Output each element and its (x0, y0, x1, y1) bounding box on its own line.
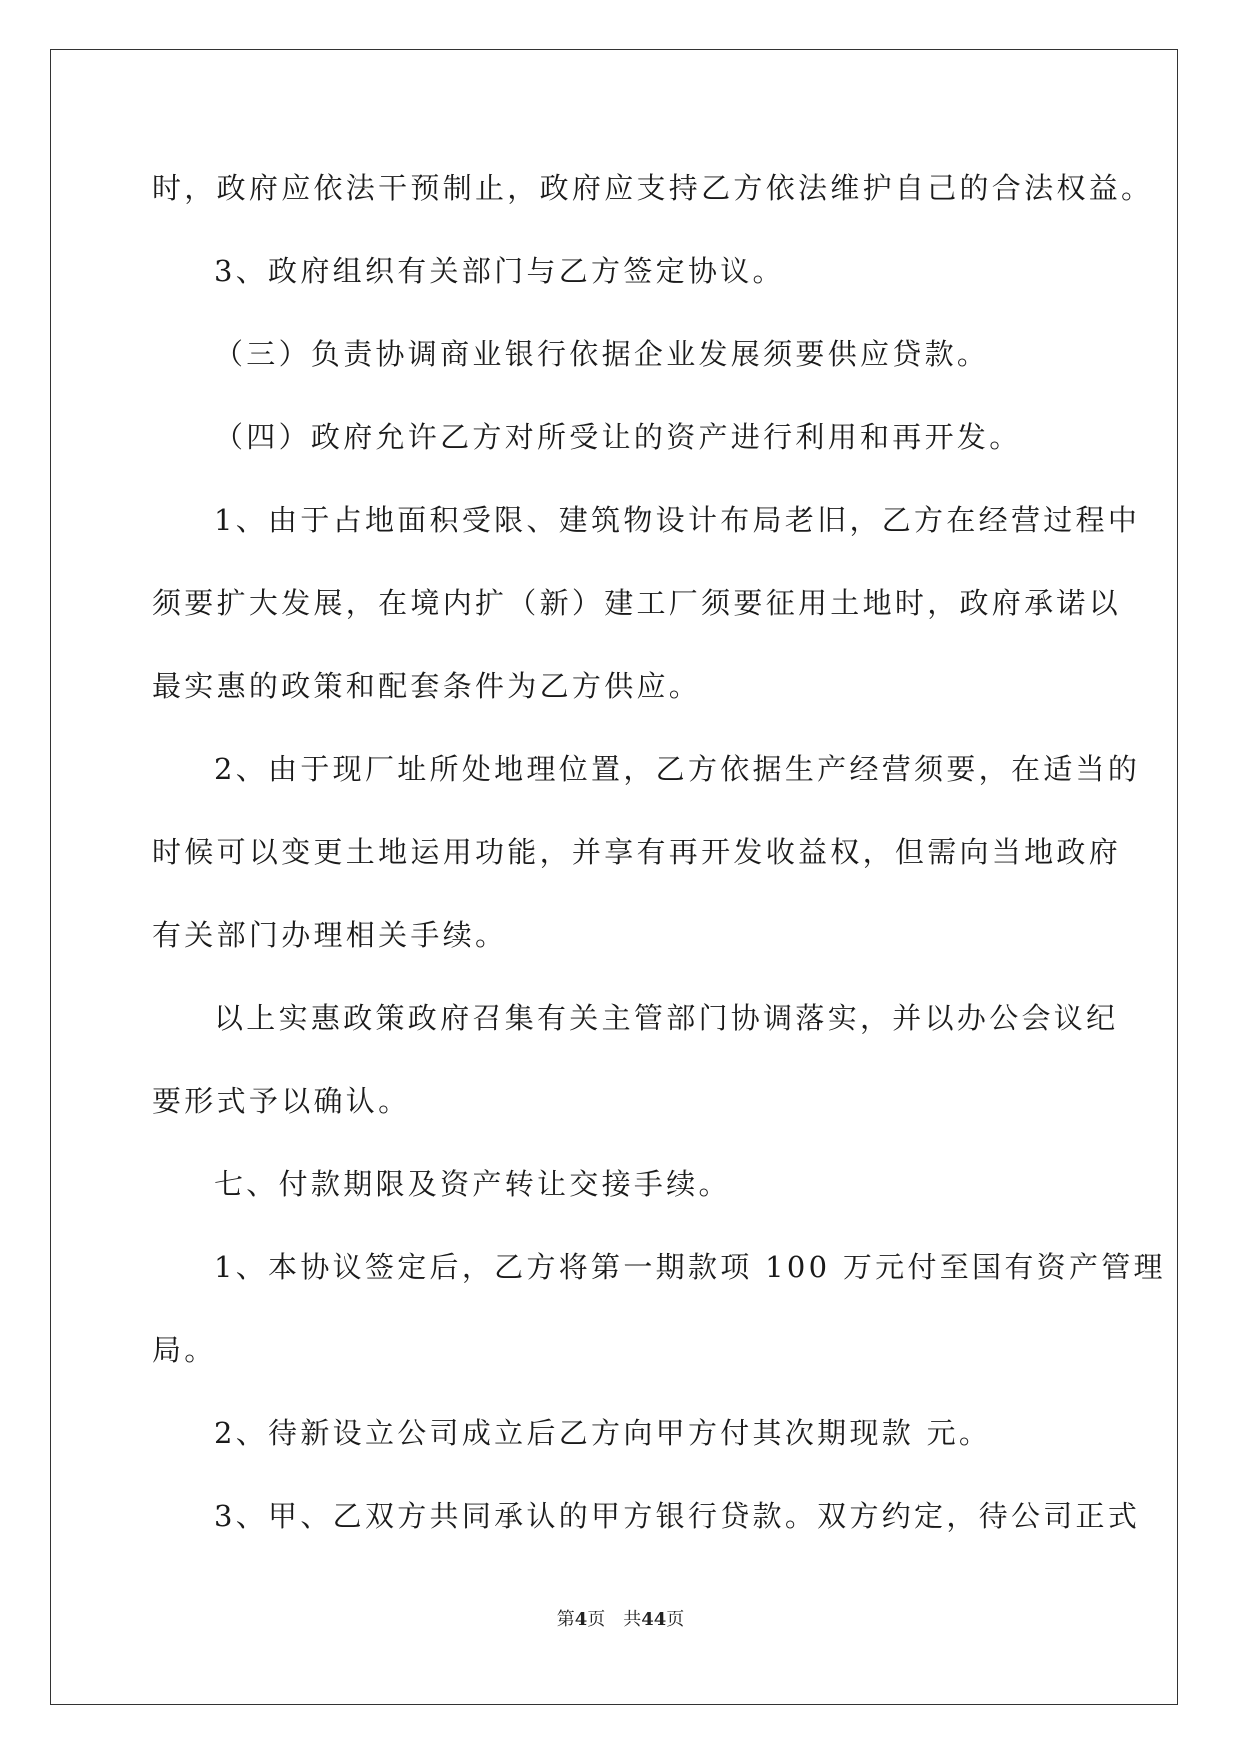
text-line: 3、政府组织有关部门与乙方签定协议。 (214, 254, 785, 288)
footer-total-pages: 44 (641, 1609, 667, 1630)
text-line: 3、甲、乙双方共同承认的甲方银行贷款。双方约定，待公司正式 (214, 1499, 1141, 1533)
text-line: 要形式予以确认。 (152, 1084, 411, 1118)
footer-suffix: 页 (666, 1609, 685, 1630)
text-line: 局。 (152, 1333, 217, 1367)
text-line: 最实惠的政策和配套条件为乙方供应。 (152, 669, 702, 703)
text-line: 1、由于占地面积受限、建筑物设计布局老旧，乙方在经营过程中 (214, 503, 1141, 537)
footer-page-number: 4 (574, 1609, 588, 1630)
text-line: 时，政府应依法干预制止，政府应支持乙方依法维护自己的合法权益。 (152, 171, 1154, 205)
text-line: 时候可以变更土地运用功能，并享有再开发收益权，但需向当地政府 (152, 835, 1122, 869)
text-line: 须要扩大发展，在境内扩（新）建工厂须要征用土地时，政府承诺以 (152, 586, 1122, 620)
text-line: 2、待新设立公司成立后乙方向甲方付其次期现款 元。 (214, 1416, 992, 1450)
document-body (152, 163, 1166, 1574)
page-footer (0, 1605, 1241, 1631)
footer-middle: 页 共 (587, 1609, 642, 1630)
text-line: （三）负责协调商业银行依据企业发展须要供应贷款。 (214, 337, 990, 371)
text-line: 2、由于现厂址所处地理位置，乙方依据生产经营须要，在适当的 (214, 752, 1141, 786)
text-line: 七、付款期限及资产转让交接手续。 (214, 1167, 731, 1201)
text-line: （四）政府允许乙方对所受让的资产进行利用和再开发。 (214, 420, 1022, 454)
text-line: 以上实惠政策政府召集有关主管部门协调落实，并以办公会议纪 (214, 1001, 1119, 1035)
footer-prefix: 第 (556, 1609, 575, 1630)
text-line: 有关部门办理相关手续。 (152, 918, 508, 952)
text-line: 1、本协议签定后，乙方将第一期款项 100 万元付至国有资产管理 (214, 1250, 1166, 1284)
